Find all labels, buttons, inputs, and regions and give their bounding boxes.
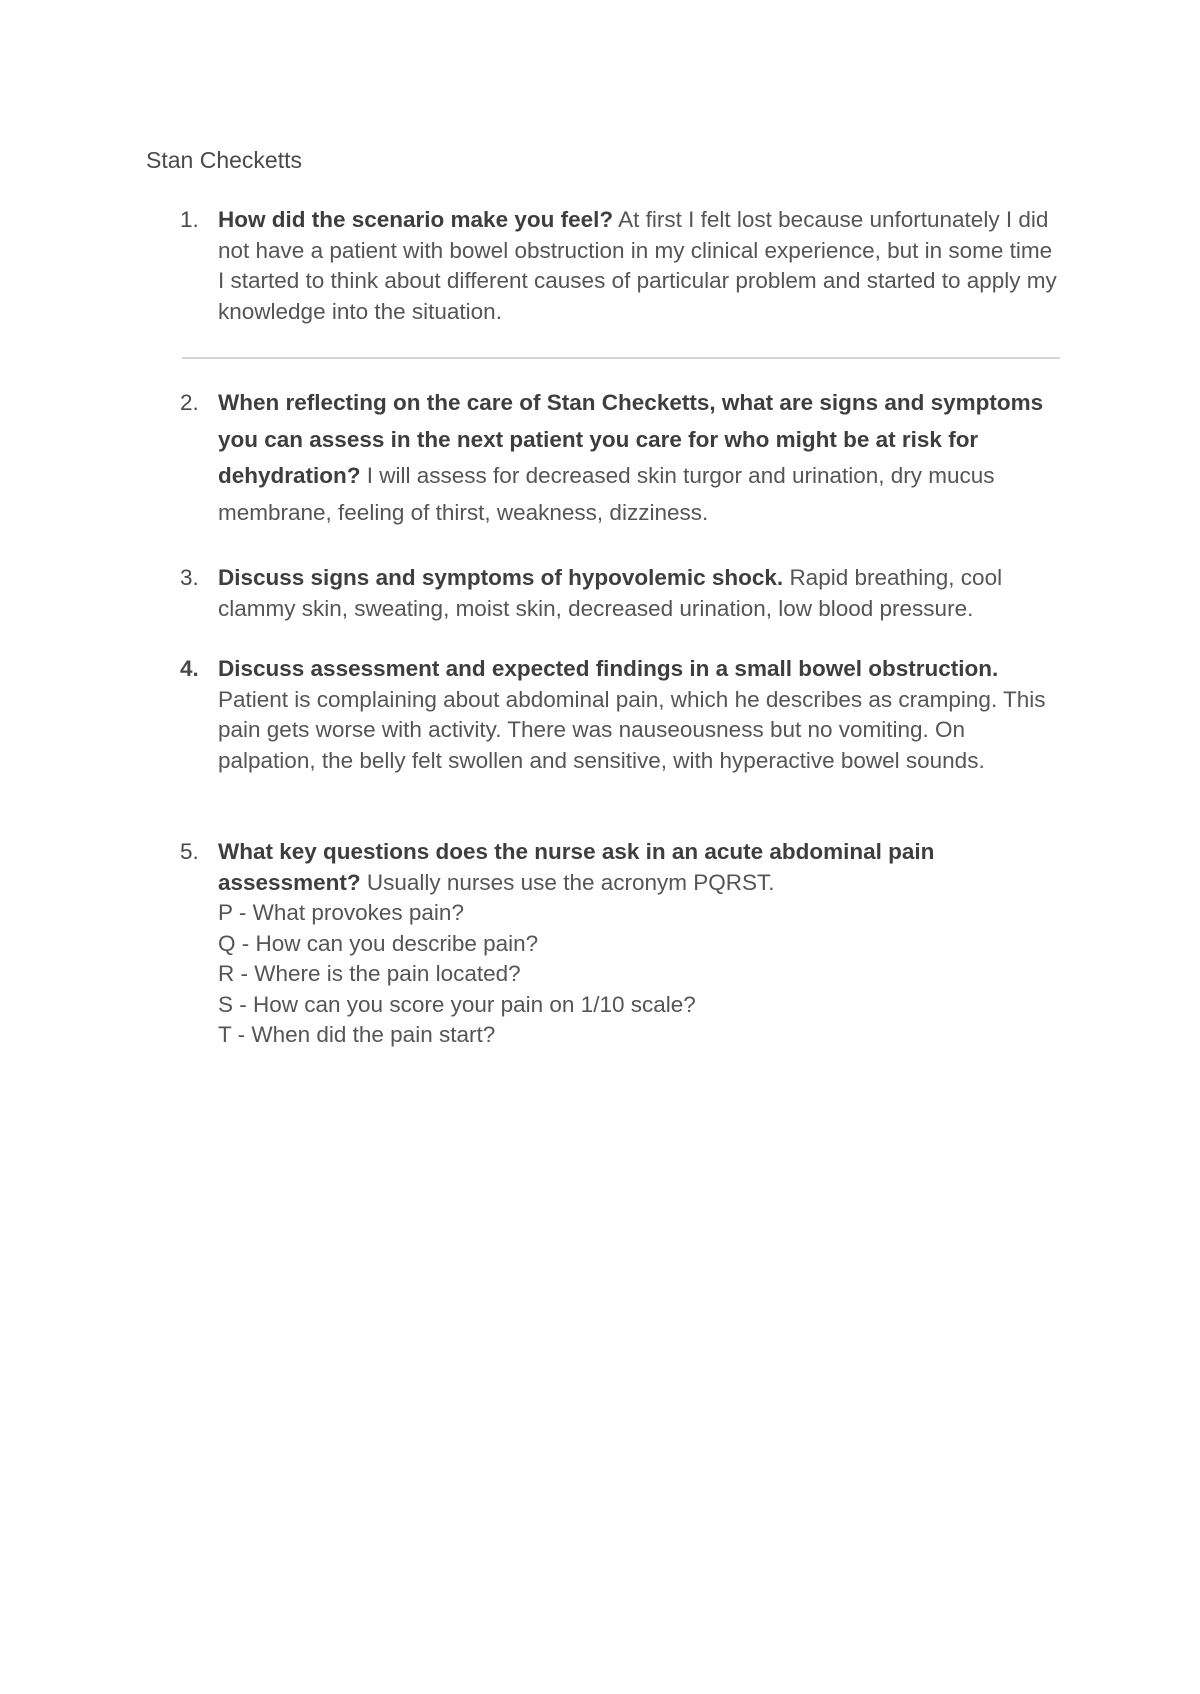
- pqrst-line-s: S - How can you score your pain on 1/10 scale?: [218, 991, 696, 1017]
- item-body: [218, 563, 1060, 624]
- item-number: 5.: [180, 839, 199, 864]
- pqrst-line-r: R - Where is the pain located?: [218, 961, 521, 986]
- pqrst-line-q: Q - How can you describe pain?: [218, 930, 539, 956]
- item-number: 3.: [180, 565, 199, 590]
- pqrst-line-t: T - When did the pain start?: [218, 1022, 496, 1047]
- list-item-2: [180, 385, 1060, 531]
- item-question: What key questions does the nurse ask in an acute abdominal pain assessment?: [218, 839, 935, 895]
- item-body: [218, 837, 1060, 1051]
- pqrst-line-p: P - What provokes pain?: [218, 900, 464, 925]
- document-title: Stan Checketts: [146, 147, 302, 173]
- item-number: 2.: [180, 390, 199, 415]
- horizontal-divider: [182, 357, 1060, 359]
- list-item-1: [180, 205, 1060, 327]
- list-item-5: [180, 837, 1060, 1051]
- item-body: [218, 205, 1060, 327]
- item-answer: Usually nurses use the acronym PQRST.: [366, 869, 775, 895]
- item-number: 1.: [180, 207, 199, 232]
- item-body: [218, 385, 1060, 531]
- item-answer: Rapid breathing, cool clammy skin, sweating, moist skin, decreased urination, low blood pressure.: [218, 565, 1003, 621]
- item-answer: I will assess for decreased skin turgor and urination, dry mucus membrane, feeling of thirst, weakness, dizziness.: [218, 463, 995, 525]
- item-question: Discuss signs and symptoms of hypovolemic shock.: [218, 565, 784, 590]
- item-question: How did the scenario make you feel?: [218, 207, 614, 232]
- item-question: Discuss assessment and expected findings in a small bowel obstruction.: [218, 656, 999, 681]
- list-item-4: [180, 654, 1060, 776]
- item-number: 4.: [180, 656, 199, 681]
- item-answer: Patient is complaining about abdominal pain, which he describes as cramping. This pain gets worse with activity. There was nauseousness but no vomiting. On palpation, the belly felt swollen and sensitive, with hyperactive bowel sounds.: [218, 686, 1046, 773]
- list-item-3: [180, 563, 1060, 624]
- item-body: [218, 654, 1060, 776]
- item-answer: At first I felt lost because unfortunately I did not have a patient with bowel obstruction in my clinical experience, but in some time I started to think about different causes of particular problem and started to apply my knowledge into the situation.: [218, 207, 1057, 324]
- item-question: When reflecting on the care of Stan Checketts, what are signs and symptoms you can assess in the next patient you care for who might be at risk for dehydration?: [218, 390, 1044, 488]
